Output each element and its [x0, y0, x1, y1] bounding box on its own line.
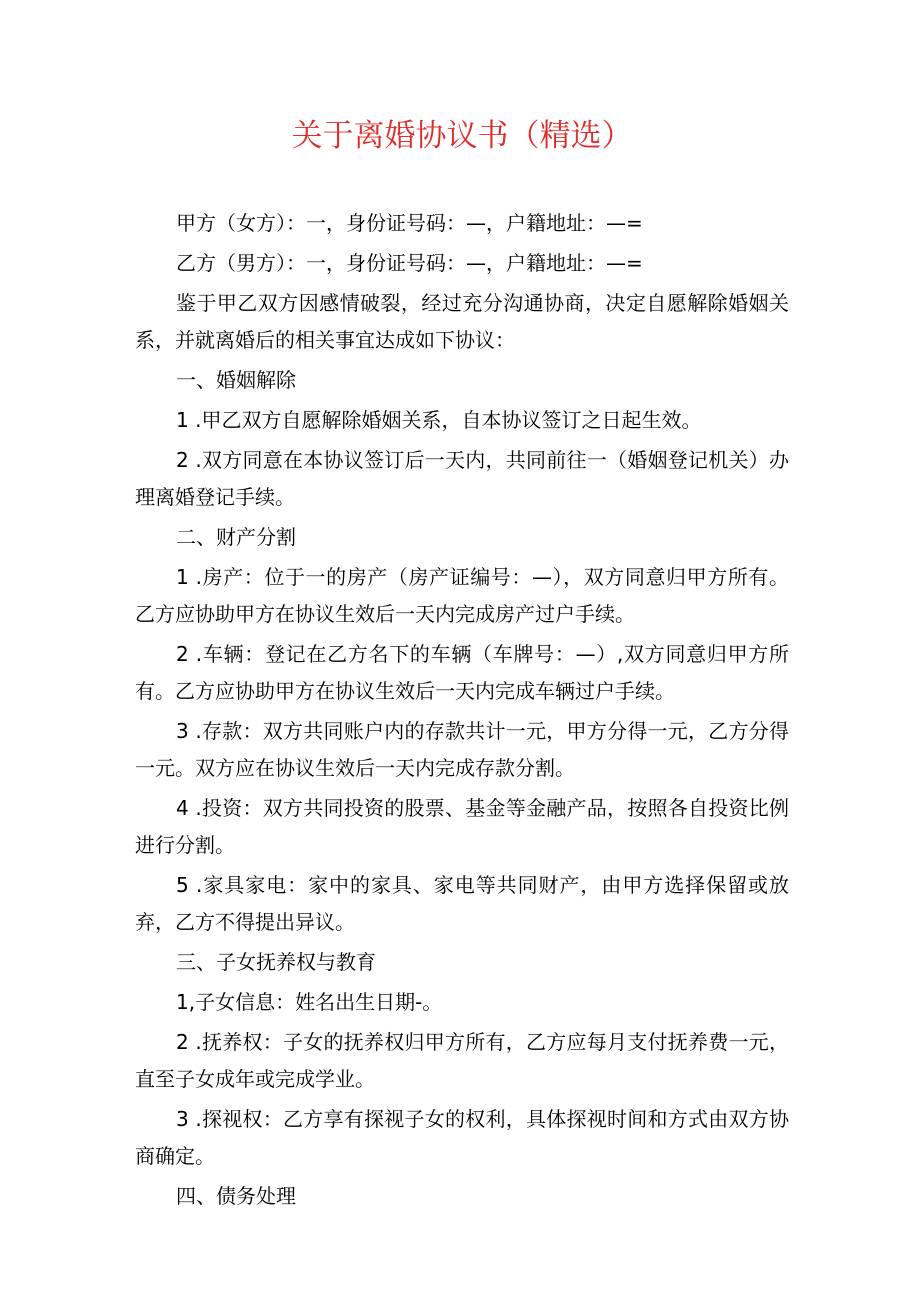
document-title: 关于离婚协议书（精选）	[291, 118, 633, 154]
clause-paragraph: 1 .甲乙双方自愿解除婚姻关系，自本协议签订之日起生效。	[176, 408, 702, 432]
section-heading-property-division: 二、财产分割	[176, 525, 296, 549]
clause-paragraph: 4 .投资：双方共同投资的股票、基金等金融产品，按照各自投资比例进行分割。	[135, 796, 789, 857]
document-body	[135, 205, 789, 1215]
clause-paragraph: 3 .探视权：乙方享有探视子女的权利，具体探视时间和方式由双方协商确定。	[135, 1107, 789, 1168]
clause-paragraph: 3 .存款：双方共同账户内的存款共计一元，甲方分得一元，乙方分得一元。双方应在协议生效后一天内完成存款分割。	[135, 719, 789, 780]
party-b-line: 乙方（男方）：一，身份证号码：—，户籍地址：—=	[176, 251, 643, 275]
clause-paragraph: 2 .双方同意在本协议签订后一天内，共同前往一（婚姻登记机关）办理离婚登记手续。	[135, 448, 789, 509]
section-heading-marriage-dissolution: 一、婚姻解除	[176, 368, 296, 392]
preamble-paragraph: 鉴于甲乙双方因感情破裂，经过充分沟通协商，决定自愿解除婚姻关系，并就离婚后的相关事宜达成如下协议：	[135, 291, 789, 352]
section-heading-child-custody: 三、子女抚养权与教育	[176, 950, 376, 974]
clause-paragraph: 5 .家具家电：家中的家具、家电等共同财产，由甲方选择保留或放弃，乙方不得提出异议。	[135, 873, 789, 934]
clause-paragraph: 1,子女信息：姓名出生日期-。	[176, 990, 443, 1014]
party-a-line: 甲方（女方）：一，身份证号码：—，户籍地址：—=	[176, 211, 643, 235]
clause-paragraph: 1 .房产：位于一的房产（房产证编号：—），双方同意归甲方所有。乙方应协助甲方在协议生效后一天内完成房产过户手续。	[135, 565, 789, 626]
section-heading-debt-handling: 四、债务处理	[176, 1184, 296, 1208]
clause-paragraph: 2 .车辆：登记在乙方名下的车辆（车牌号：—）,双方同意归甲方所有。乙方应协助甲方在协议生效后一天内完成车辆过户手续。	[135, 642, 789, 703]
clause-paragraph: 2 .抚养权：子女的抚养权归甲方所有，乙方应每月支付抚养费一元，直至子女成年或完成学业。	[135, 1030, 789, 1091]
